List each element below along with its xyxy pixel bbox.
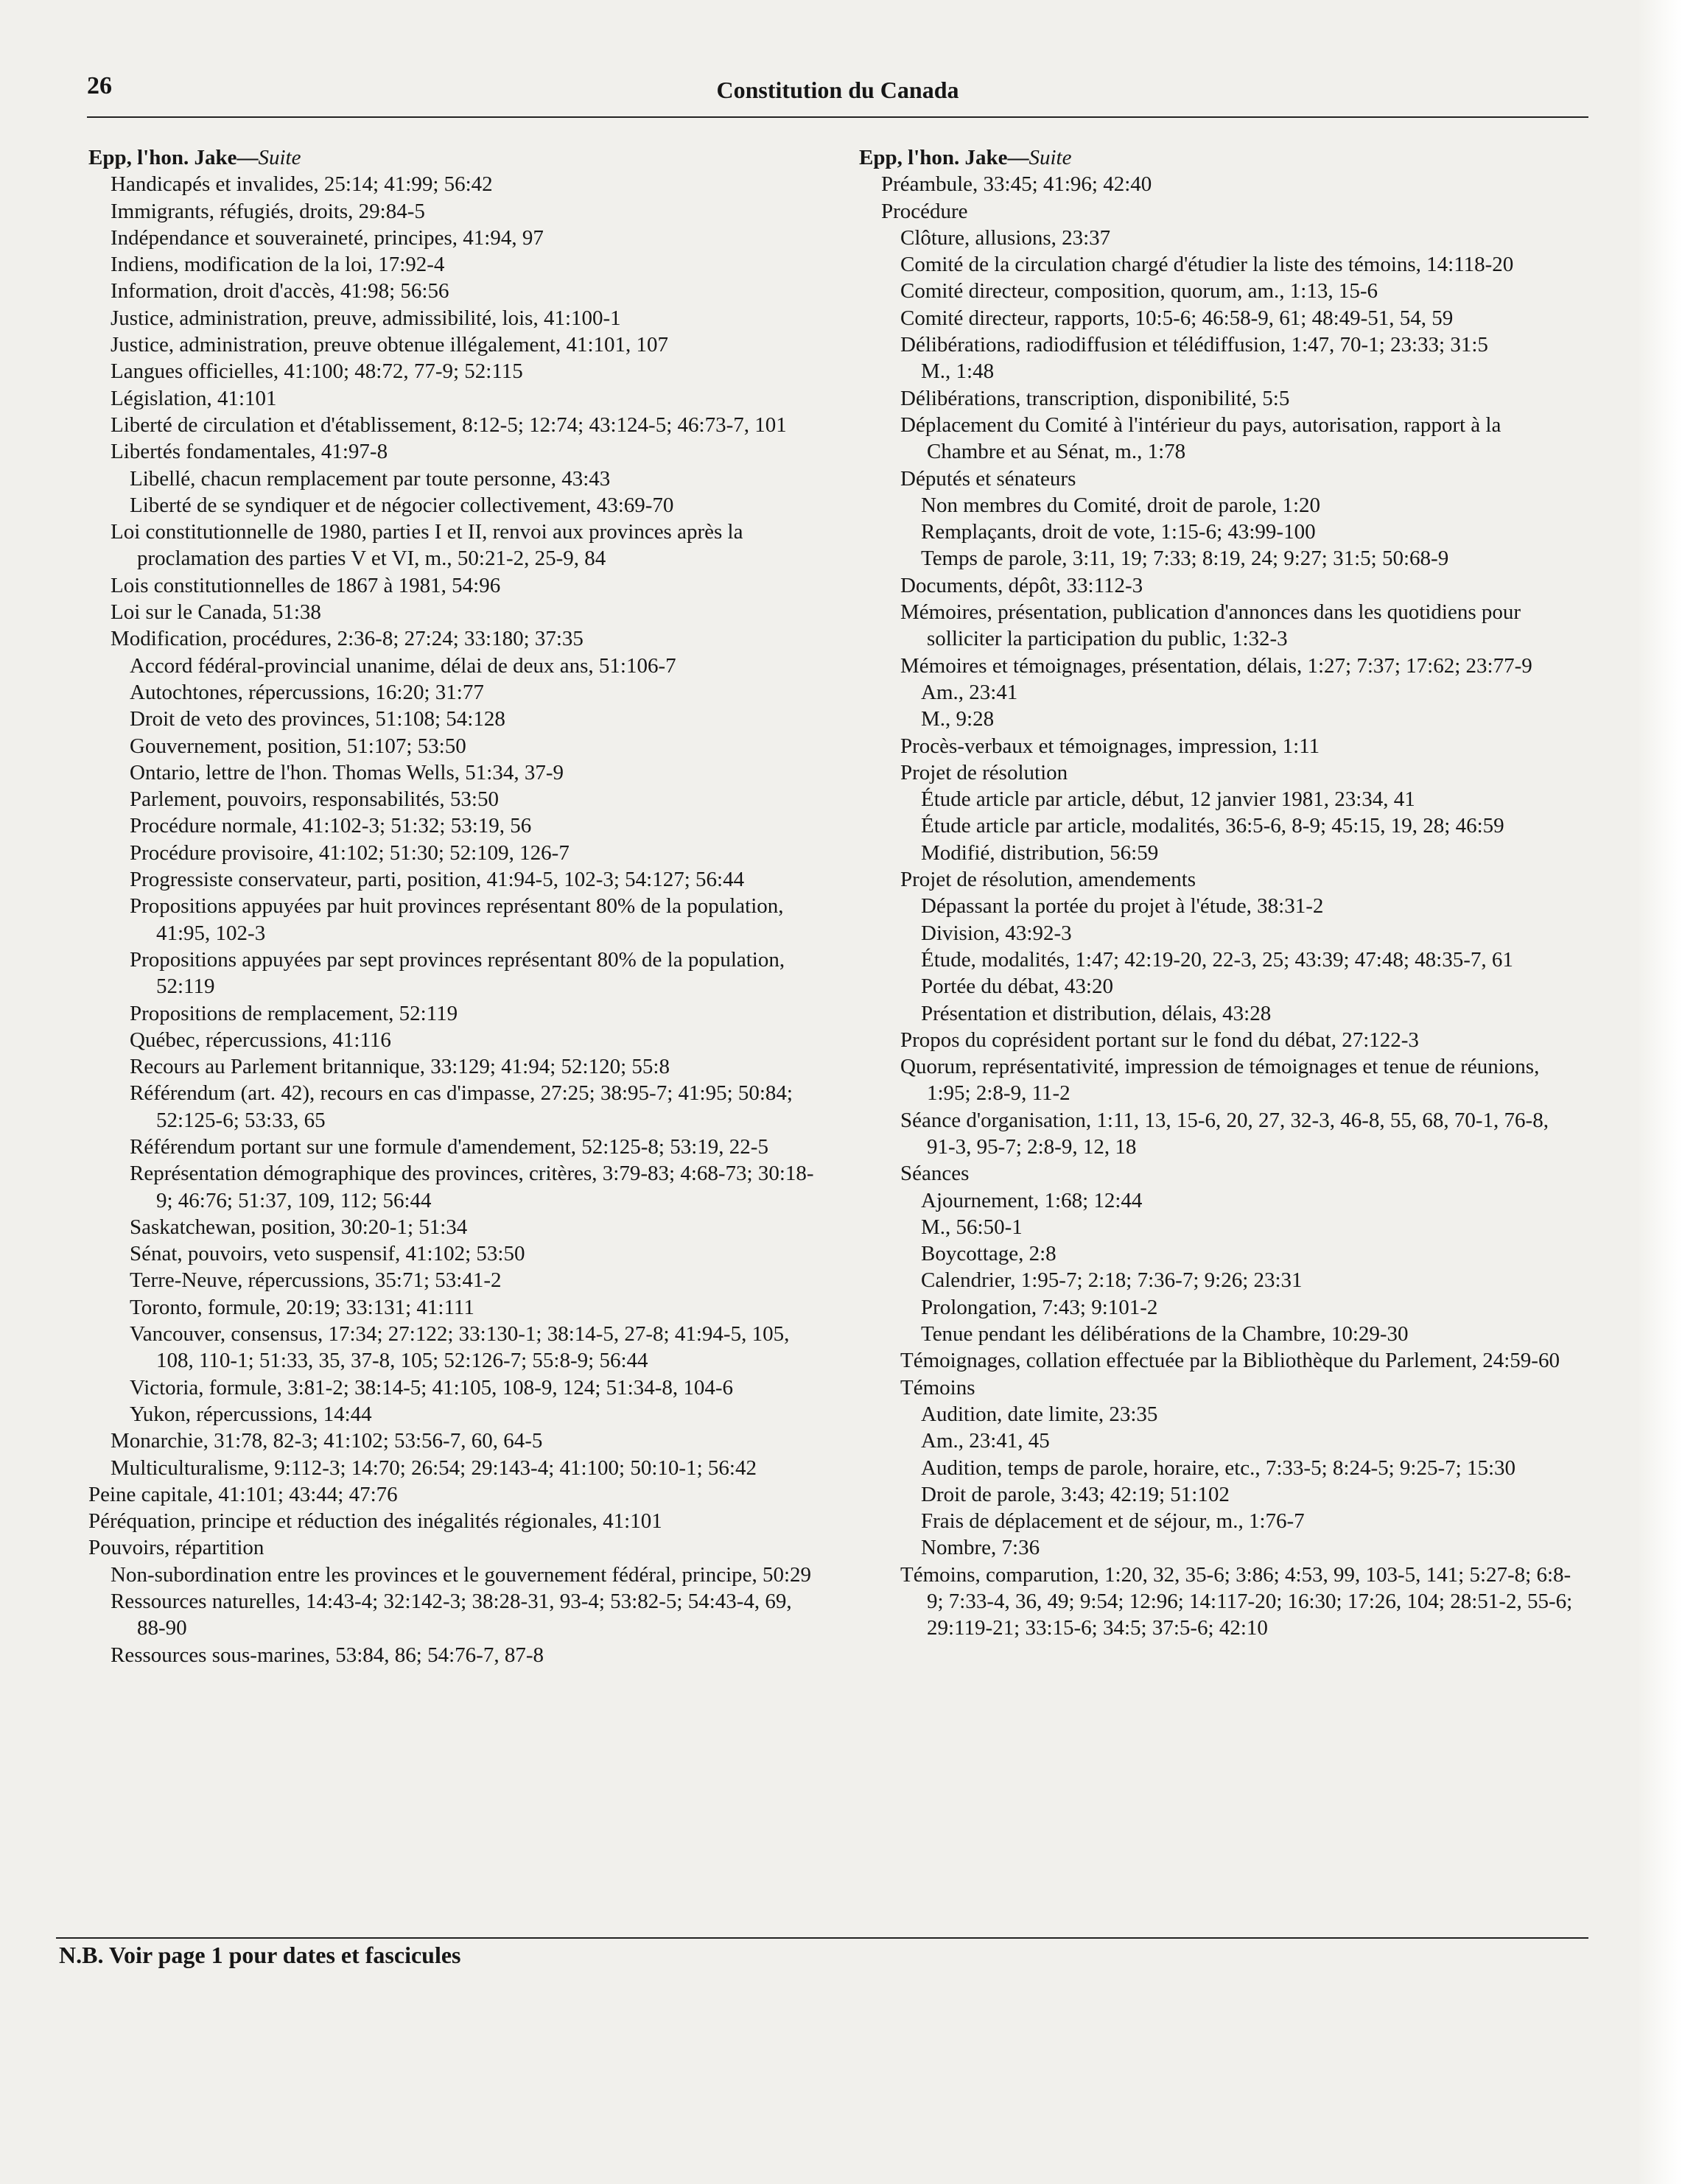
index-heading: Epp, l'hon. Jake—Suite [88, 146, 301, 169]
index-entry: Monarchie, 31:78, 82-3; 41:102; 53:56-7, 60, 64-5 [111, 1429, 543, 1453]
index-entry: Non membres du Comité, droit de parole, 1:20 [921, 493, 1321, 517]
index-entry: Lois constitutionnelles de 1867 à 1981, 54:96 [111, 573, 501, 597]
index-entry: Am., 23:41 [921, 680, 1018, 704]
index-entry: Quorum, représentativité, impression de témoignages et tenue de réunions, 1:95; 2:8-9, 11-2 [900, 1055, 1540, 1106]
index-entry: Référendum portant sur une formule d'amendement, 52:125-8; 53:19, 22-5 [130, 1134, 768, 1159]
index-entry: Handicapés et invalides, 25:14; 41:99; 56:42 [111, 172, 493, 197]
index-entry: Parlement, pouvoirs, responsabilités, 53:50 [130, 787, 499, 812]
index-entry: Division, 43:92-3 [921, 921, 1072, 945]
index-entry: Projet de résolution, amendements [900, 868, 1196, 892]
index-entry: Droit de parole, 3:43; 42:19; 51:102 [921, 1482, 1230, 1506]
index-entry: Déplacement du Comité à l'intérieur du pays, autorisation, rapport à la Chambre et au Sénat, m., 1:78 [900, 412, 1501, 464]
index-entry: Victoria, formule, 3:81-2; 38:14-5; 41:105, 108-9, 124; 51:34-8, 104-6 [130, 1375, 734, 1400]
index-entry: Prolongation, 7:43; 9:101-2 [921, 1295, 1158, 1319]
page-header [87, 71, 1588, 118]
index-entry: Étude article par article, début, 12 janvier 1981, 23:34, 41 [921, 787, 1415, 812]
index-entry: Procédure normale, 41:102-3; 51:32; 53:19, 56 [130, 814, 532, 838]
index-entry: Témoins, comparution, 1:20, 32, 35-6; 3:86; 4:53, 99, 103-5, 141; 5:27-8; 6:8-9; 7:33-4, 36, 49; 9:54; 12:96; 14:117-20; 16:30; 17:26, 104; 28:51-2, 55-6; 29:119-21; 33:15-6; 34:5; 37:5-6; 42:10 [900, 1562, 1573, 1640]
index-entry: Indiens, modification de la loi, 17:92-4 [111, 253, 445, 277]
index-entry: Délibérations, transcription, disponibilité, 5:5 [900, 386, 1290, 410]
index-entry: Référendum (art. 42), recours en cas d'impasse, 27:25; 38:95-7; 41:95; 50:84; 52:125-6; 53:33, 65 [130, 1081, 793, 1132]
index-entry: Gouvernement, position, 51:107; 53:50 [130, 734, 466, 758]
index-entry: Boycottage, 2:8 [921, 1242, 1056, 1266]
index-entry: M., 1:48 [921, 359, 995, 384]
index-entry: Propos du coprésident portant sur le fond du débat, 27:122-3 [900, 1028, 1419, 1052]
running-title: Constitution du Canada [716, 77, 959, 103]
index-entry: Ressources sous-marines, 53:84, 86; 54:76-7, 87-8 [111, 1643, 544, 1667]
index-entry: Frais de déplacement et de séjour, m., 1:76-7 [921, 1509, 1305, 1534]
index-entry: Représentation démographique des provinces, critères, 3:79-83; 4:68-73; 30:18-9; 46:76; 51:37, 109, 112; 56:44 [130, 1162, 814, 1212]
index-entry: Indépendance et souveraineté, principes, 41:94, 97 [111, 225, 544, 250]
index-entry: Progressiste conservateur, parti, position, 41:94-5, 102-3; 54:127; 56:44 [130, 868, 745, 892]
index-entry: Propositions appuyées par sept provinces représentant 80% de la population, 52:119 [130, 947, 785, 999]
index-entry: Propositions appuyées par huit provinces représentant 80% de la population, 41:95, 102-3 [130, 894, 784, 945]
index-entry: Portée du débat, 43:20 [921, 975, 1113, 999]
index-entry: Libellé, chacun remplacement par toute personne, 43:43 [130, 466, 611, 491]
index-entry: Saskatchewan, position, 30:20-1; 51:34 [130, 1215, 468, 1239]
index-entry: Tenue pendant les délibérations de la Chambre, 10:29-30 [921, 1322, 1409, 1346]
index-entry: Autochtones, répercussions, 16:20; 31:77 [130, 680, 484, 704]
index-entry: Langues officielles, 41:100; 48:72, 77-9; 52:115 [111, 359, 523, 384]
index-entry: Am., 23:41, 45 [921, 1429, 1050, 1453]
index-entry: Multiculturalisme, 9:112-3; 14:70; 26:54; 29:143-4; 41:100; 50:10-1; 56:42 [111, 1456, 757, 1480]
footer-note: N.B. Voir page 1 pour dates et fascicules [59, 1942, 461, 1968]
index-entry: Procédure [881, 199, 968, 223]
index-entry: Étude article par article, modalités, 36:5-6, 8-9; 45:15, 19, 28; 46:59 [921, 814, 1504, 838]
index-entry: Nombre, 7:36 [921, 1536, 1040, 1560]
index-entry: Immigrants, réfugiés, droits, 29:84-5 [111, 199, 425, 223]
index-entry: Députés et sénateurs [900, 466, 1076, 491]
index-entry: Mémoires, présentation, publication d'annonces dans les quotidiens pour solliciter la participation du public, 1:32-3 [900, 600, 1521, 651]
index-column-right [859, 144, 1581, 1642]
index-entry: Péréquation, principe et réduction des inégalités régionales, 41:101 [88, 1509, 662, 1534]
index-entry: Audition, temps de parole, horaire, etc., 7:33-5; 8:24-5; 9:25-7; 15:30 [921, 1456, 1516, 1480]
footer-rule [56, 1937, 1588, 1939]
index-entry: Remplaçants, droit de vote, 1:15-6; 43:99-100 [921, 520, 1316, 544]
index-entry: Préambule, 33:45; 41:96; 42:40 [881, 172, 1152, 197]
index-entry: Yukon, répercussions, 14:44 [130, 1402, 372, 1426]
index-entry: Témoignages, collation effectuée par la Bibliothèque du Parlement, 24:59-60 [900, 1349, 1560, 1373]
index-entry: Étude, modalités, 1:47; 42:19-20, 22-3, 25; 43:39; 47:48; 48:35-7, 61 [921, 947, 1513, 972]
index-entry: Législation, 41:101 [111, 386, 277, 410]
index-entry: Audition, date limite, 23:35 [921, 1402, 1158, 1426]
index-entry: Temps de parole, 3:11, 19; 7:33; 8:19, 24; 9:27; 31:5; 50:68-9 [921, 547, 1449, 571]
index-entry: Peine capitale, 41:101; 43:44; 47:76 [88, 1482, 398, 1506]
index-entry: Calendrier, 1:95-7; 2:18; 7:36-7; 9:26; 23:31 [921, 1268, 1303, 1293]
index-entry: Libertés fondamentales, 41:97-8 [111, 440, 388, 464]
index-entry: Liberté de se syndiquer et de négocier collectivement, 43:69-70 [130, 493, 674, 517]
index-entry: Procédure provisoire, 41:102; 51:30; 52:109, 126-7 [130, 840, 570, 865]
index-entry: Modifié, distribution, 56:59 [921, 840, 1159, 865]
index-entry: Recours au Parlement britannique, 33:129; 41:94; 52:120; 55:8 [130, 1055, 670, 1079]
index-entry: Accord fédéral-provincial unanime, délai de deux ans, 51:106-7 [130, 653, 676, 678]
index-column-left [88, 144, 825, 1668]
index-entry: Vancouver, consensus, 17:34; 27:122; 33:130-1; 38:14-5, 27-8; 41:94-5, 105, 108, 110-1; 51:33, 35, 37-8, 105; 52:126-7; 55:8-9; 56:44 [130, 1322, 790, 1373]
index-entry: Délibérations, radiodiffusion et télédiffusion, 1:47, 70-1; 23:33; 31:5 [900, 333, 1488, 357]
index-entry: Terre-Neuve, répercussions, 35:71; 53:41-2 [130, 1268, 502, 1293]
index-entry: Toronto, formule, 20:19; 33:131; 41:111 [130, 1295, 474, 1319]
index-entry: M., 56:50-1 [921, 1215, 1023, 1239]
index-entry: Sénat, pouvoirs, veto suspensif, 41:102; 53:50 [130, 1242, 525, 1266]
index-entry: Ajournement, 1:68; 12:44 [921, 1188, 1143, 1212]
index-entry: Justice, administration, preuve obtenue illégalement, 41:101, 107 [111, 333, 669, 357]
index-entry: Ontario, lettre de l'hon. Thomas Wells, 51:34, 37-9 [130, 760, 564, 784]
index-entry: Clôture, allusions, 23:37 [900, 225, 1111, 250]
index-entry: Documents, dépôt, 33:112-3 [900, 573, 1143, 597]
index-entry: Information, droit d'accès, 41:98; 56:56 [111, 279, 449, 303]
index-entry: Comité directeur, composition, quorum, am., 1:13, 15-6 [900, 279, 1378, 303]
index-entry: Mémoires et témoignages, présentation, délais, 1:27; 7:37; 17:62; 23:77-9 [900, 653, 1532, 678]
index-entry: M., 9:28 [921, 707, 995, 731]
index-entry: Pouvoirs, répartition [88, 1536, 264, 1560]
page-edge [1638, 0, 1682, 2184]
index-entry: Liberté de circulation et d'établissement, 8:12-5; 12:74; 43:124-5; 46:73-7, 101 [111, 412, 787, 437]
index-entry: Loi constitutionnelle de 1980, parties I et II, renvoi aux provinces après la proclamation des parties V et VI, m., 50:21-2, 25-9, 84 [111, 520, 743, 571]
index-entry: Séance d'organisation, 1:11, 13, 15-6, 20, 27, 32-3, 46-8, 55, 68, 70-1, 76-8, 91-3, 95-7; 2:8-9, 12, 18 [900, 1108, 1549, 1159]
page-number: 26 [87, 72, 112, 99]
index-entry: Procès-verbaux et témoignages, impression, 1:11 [900, 734, 1320, 758]
index-entry: Comité de la circulation chargé d'étudier la liste des témoins, 14:118-20 [900, 253, 1514, 277]
index-entry: Québec, répercussions, 41:116 [130, 1028, 391, 1052]
index-entry: Dépassant la portée du projet à l'étude, 38:31-2 [921, 894, 1324, 919]
index-entry: Modification, procédures, 2:36-8; 27:24; 33:180; 37:35 [111, 627, 584, 651]
index-entry: Propositions de remplacement, 52:119 [130, 1001, 458, 1025]
index-entry: Témoins [900, 1375, 975, 1400]
index-entry: Loi sur le Canada, 51:38 [111, 600, 321, 625]
index-entry: Droit de veto des provinces, 51:108; 54:128 [130, 707, 505, 731]
index-entry: Comité directeur, rapports, 10:5-6; 46:58-9, 61; 48:49-51, 54, 59 [900, 306, 1454, 330]
index-entry: Non-subordination entre les provinces et le gouvernement fédéral, principe, 50:29 [111, 1562, 812, 1587]
index-entry: Séances [900, 1162, 970, 1186]
index-entry: Justice, administration, preuve, admissibilité, lois, 41:100-1 [111, 306, 621, 330]
index-entry: Ressources naturelles, 14:43-4; 32:142-3; 38:28-31, 93-4; 53:82-5; 54:43-4, 69, 88-90 [111, 1590, 792, 1640]
index-entry: Présentation et distribution, délais, 43:28 [921, 1001, 1272, 1025]
index-entry: Projet de résolution [900, 760, 1068, 784]
index-heading: Epp, l'hon. Jake—Suite [859, 146, 1072, 169]
